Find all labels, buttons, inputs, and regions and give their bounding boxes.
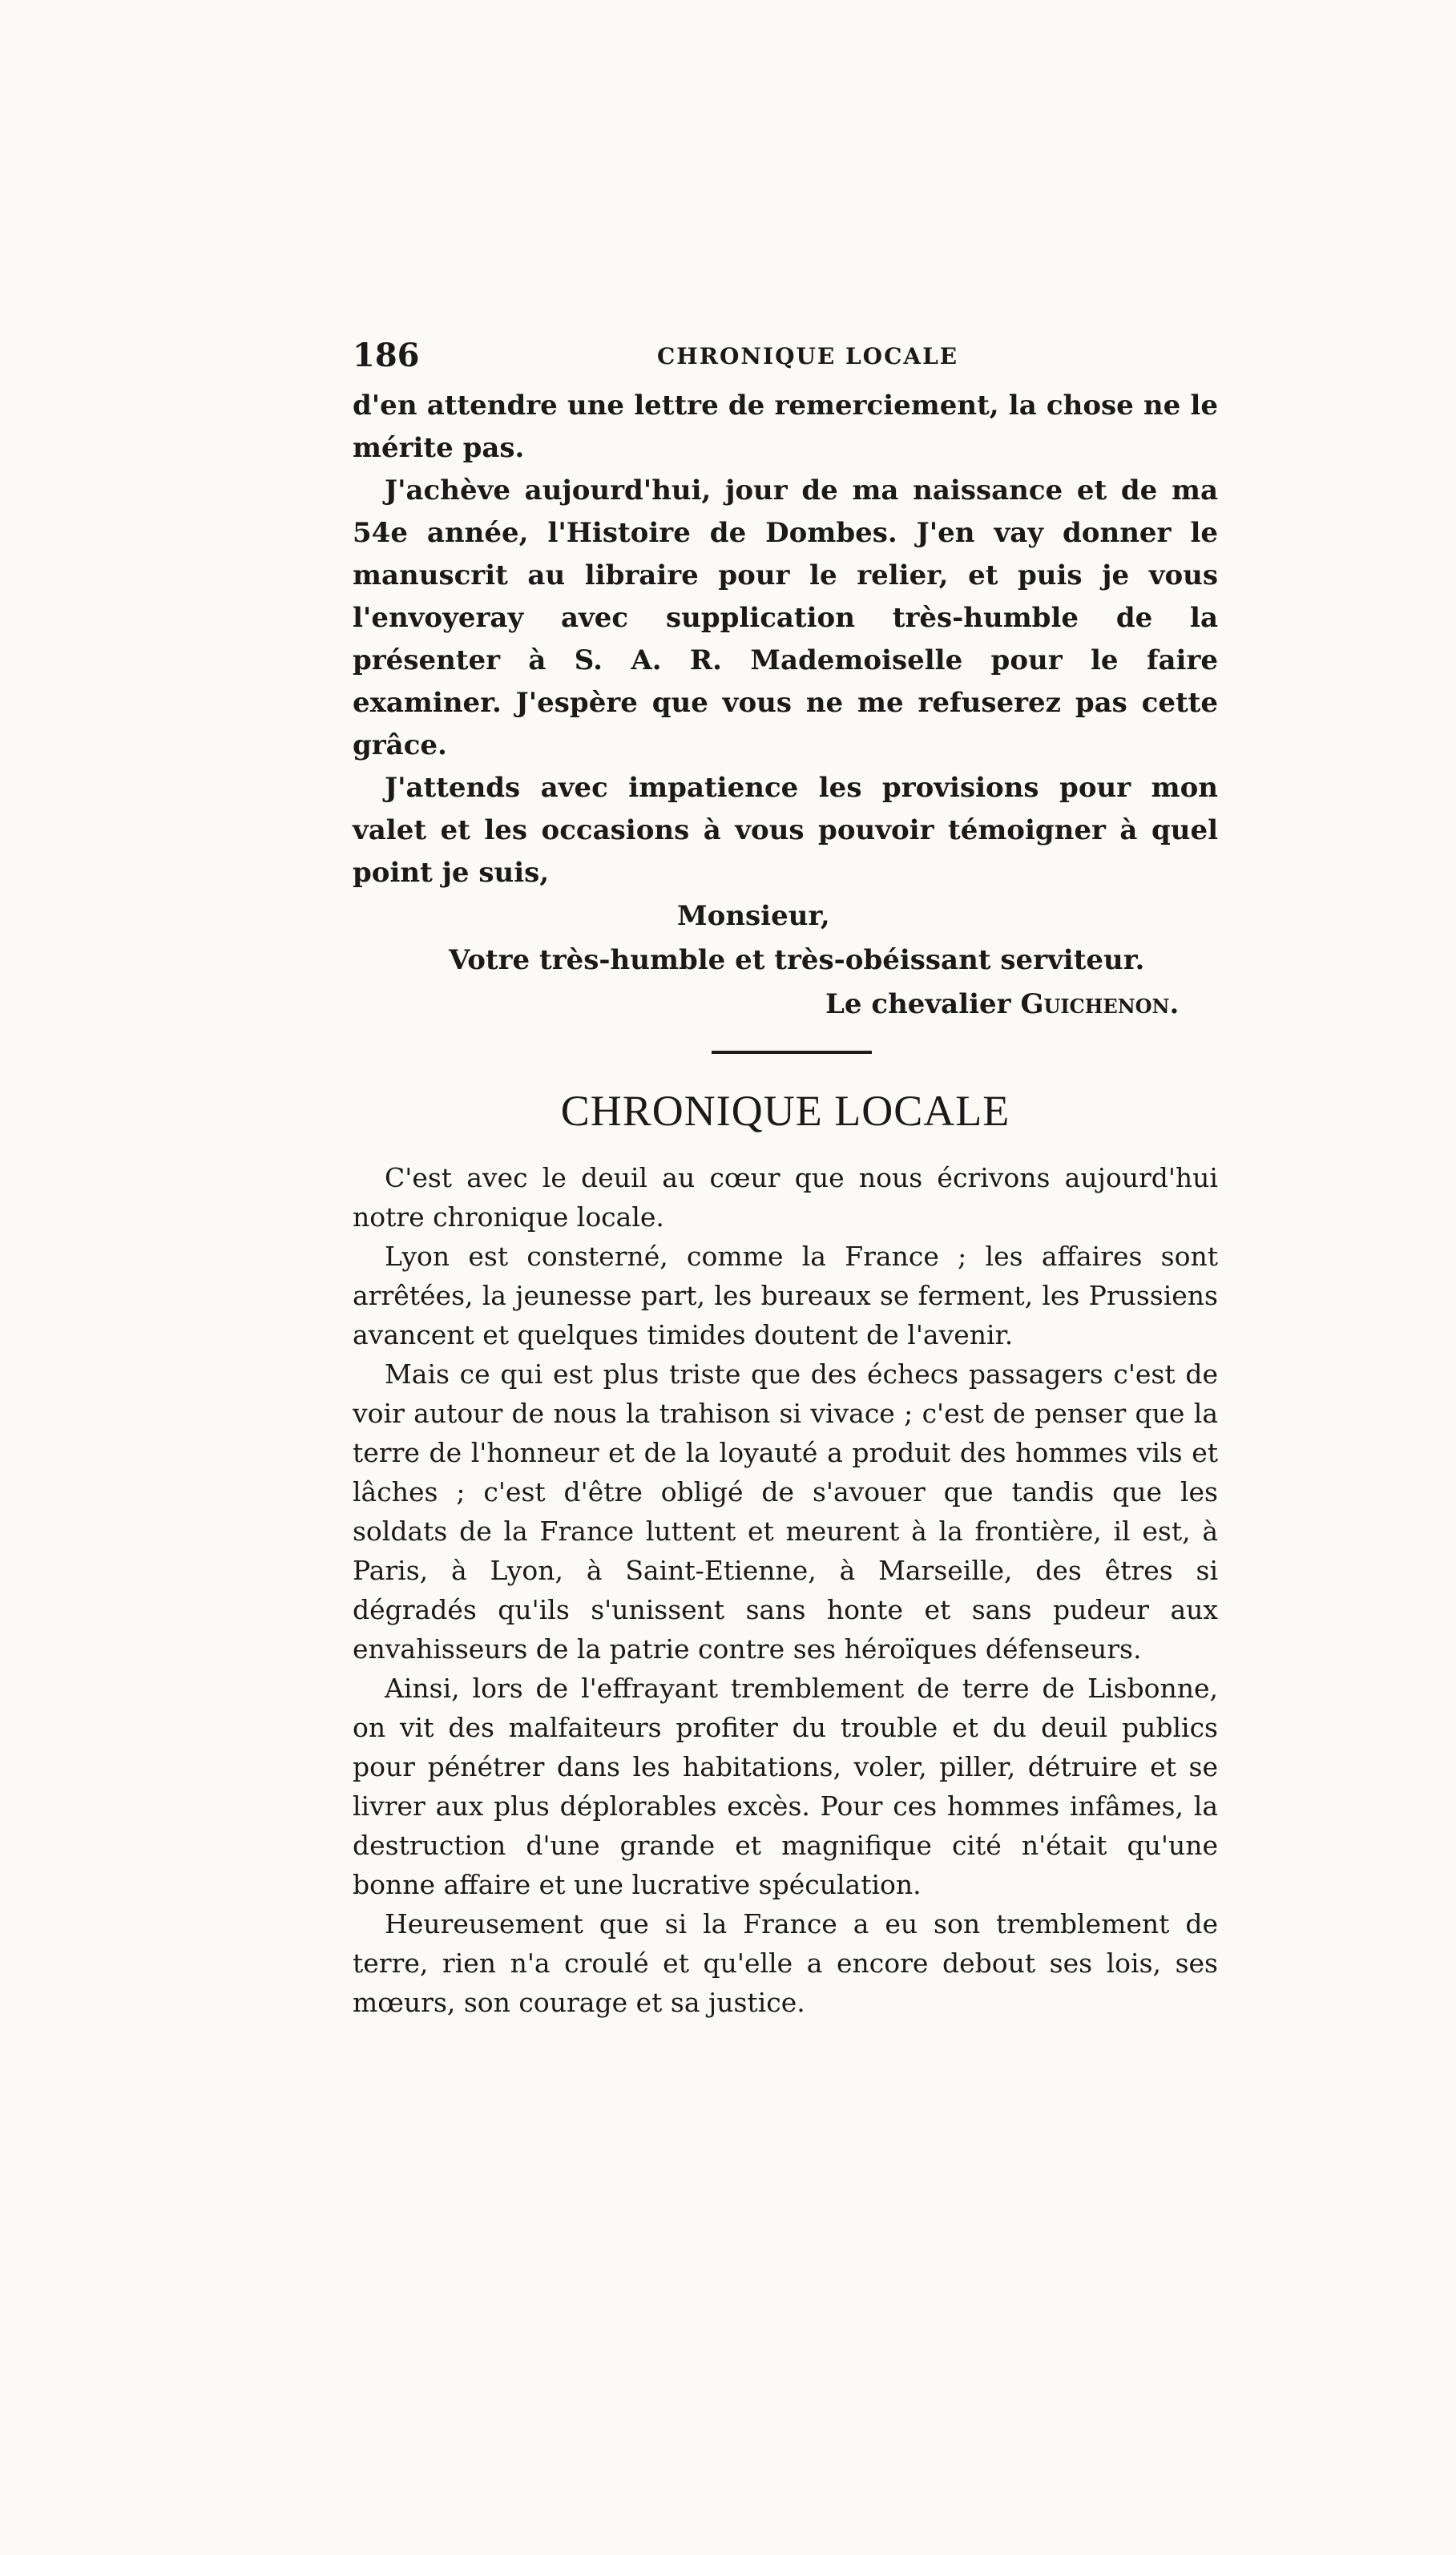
chronicle-paragraph: Lyon est consterné, comme la France ; les affaires sont arrêtées, la jeunesse part, les bureaux se ferment, les Prussiens avancent et quelques timides doutent de l'avenir. (353, 1241, 1218, 1350)
letter-valediction: Votre très-humble et très-obéissant serviteur. (449, 944, 1145, 976)
letter-signature (353, 983, 1218, 1027)
letter-paragraph: J'achève aujourd'hui, jour de ma naissance et de ma 54e année, l'Histoire de Dombes. J'en vay donner le manuscrit au libraire pour le relier, et puis je vous l'envoyeray avec supplication très-humble de la présenter à S. A. R. Mademoiselle pour le faire examiner. J'espère que vous ne me refuserez pas cette grâce. (353, 474, 1218, 761)
letter-paragraph: J'attends avec impatience les provisions pour mon valet et les occasions à vous pouvoir témoigner à quel point je suis, (353, 772, 1218, 889)
section-divider (712, 1051, 872, 1054)
running-head (353, 337, 1218, 385)
chronicle-paragraph: Mais ce qui est plus triste que des échecs passagers c'est de voir autour de nous la trahison si vivace ; c'est de penser que la terre de l'honneur et de la loyauté a produit des hommes vils et lâches ; c'est d'être obligé de s'avouer que tandis que les soldats de la France luttent et meurent à la frontière, il est, à Paris, à Lyon, à Saint-Etienne, à Marseille, des êtres si dégradés qu'ils s'unissent sans honte et sans pudeur aux envahisseurs de la patrie contre ses héroïques défenseurs. (353, 1358, 1218, 1665)
signature-prefix: Le chevalier (825, 988, 1011, 1020)
letter-paragraph: d'en attendre une lettre de remerciement, la chose ne le mérite pas. (353, 390, 1218, 464)
chronicle-paragraph: C'est avec le deuil au cœur que nous écrivons aujourd'hui notre chronique locale. (353, 1162, 1218, 1233)
letter-body (353, 385, 1218, 894)
chronicle-paragraph: Heureusement que si la France a eu son tremblement de terre, rien n'a croulé et qu'elle a encore debout ses lois, ses mœurs, son courage et sa justice. (353, 1908, 1218, 2018)
chronicle-paragraph: Ainsi, lors de l'effrayant tremblement de terre de Lisbonne, on vit des malfaiteurs profiter du trouble et du deuil publics pour pénétrer dans les habitations, voler, piller, détruire et se livrer aux plus déplorables excès. Pour ces hommes infâmes, la destruction d'une grande et magnifique cité n'était qu'une bonne affaire et une lucrative spéculation. (353, 1673, 1218, 1900)
book-page (353, 337, 1218, 2022)
signature-name: Guichenon. (1020, 988, 1180, 1020)
letter-closing (353, 894, 1218, 1027)
page-number: 186 (353, 337, 420, 374)
section-title: CHRONIQUE LOCALE (560, 1087, 1010, 1135)
chronicle-body (353, 1158, 1218, 2022)
running-title: CHRONIQUE LOCALE (657, 343, 959, 369)
letter-salutation: Monsieur, (677, 900, 830, 932)
